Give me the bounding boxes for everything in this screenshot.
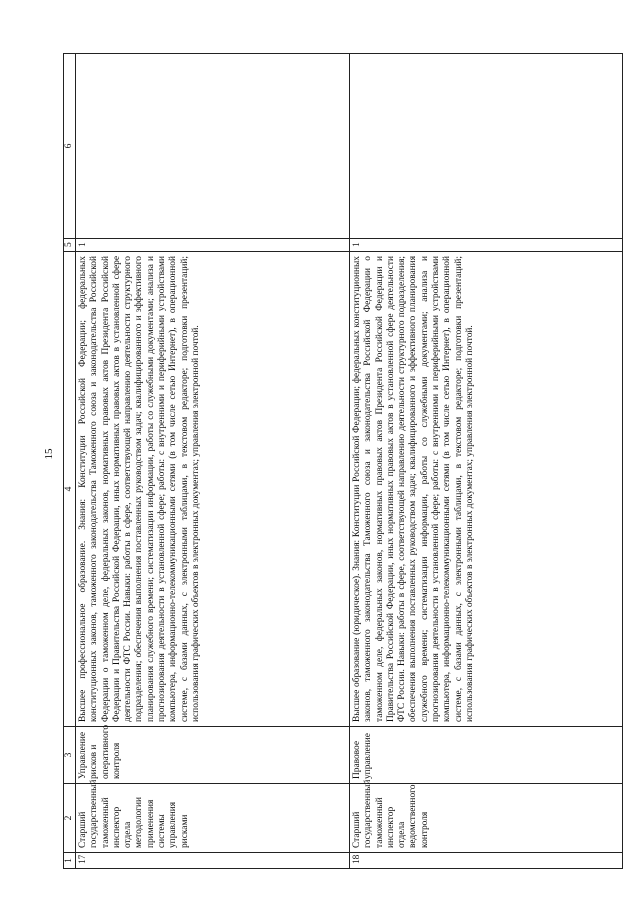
header-col-2: 2 — [64, 784, 76, 853]
header-col-4: 4 — [64, 252, 76, 727]
position-count: 1 — [76, 239, 350, 252]
qualification-requirements: Высшее профессиональное образование. Знания: Конституции Российской Федерации; федеральных конституционных законов, таможенного законодательства Таможенного союза и законодательства Российской Федерации о таможенном деле, федеральных законов, нормативных правовых актов Президента Российской Федерации и Правительства Российской Федерации, иных нормативных правовых актов в установленной сфере деятельности ФТС России. Навыки: работы в сфере, соответствующей направлению деятельности структурного подразделения; обеспечения выполнения поставленных руководством задач; квалифицированного и эффективного планирования служебного времени; систематизации информации, работы со служебными документами; анализа и прогнозирования деятельности в установленной сфере; работы: с внутренними и периферийными устройствами компьютера, информационно-телекоммуникационными сетями (в том числе сетью Интернет), в операционной системе, с базами данных, с электронными таблицами, в текстовом редакторе; подготовки презентаций; использования графических объектов в электронных документах; управления электронной почтой. — [76, 252, 350, 727]
row-number: 17 — [76, 853, 350, 869]
position-title: Старший государственный таможенный инспектор отдела методологии применения системы управления рисками — [76, 784, 350, 853]
header-col-6: 6 — [64, 54, 76, 239]
page-number: 15 — [43, 448, 55, 460]
position-count: 1 — [350, 239, 623, 252]
row-number: 18 — [350, 853, 623, 869]
column-6-cell — [76, 54, 350, 239]
table-row — [350, 54, 623, 869]
table-row — [76, 54, 350, 869]
rotated-table-wrapper — [63, 54, 623, 869]
column-6-cell — [350, 54, 623, 239]
header-col-1: 1 — [64, 853, 76, 869]
department: Правовое управление — [350, 727, 623, 784]
header-row — [64, 54, 76, 869]
header-col-5: 5 — [64, 239, 76, 252]
qualification-requirements: Высшее образование (юридическое). Знания: Конституции Российской Федерации; федеральных конституционных законов, таможенного законодательства Таможенного союза и законодательства Российской Федерации о таможенном деле, федеральных законов, нормативных правовых актов Президента Российской Федерации и Правительства Российской Федерации, иных нормативных правовых актов в установленной сфере деятельности ФТС России. Навыки: работы в сфере, соответствующей направлению деятельности структурного подразделения; обеспечения выполнения поставленных руководством задач; квалифицированного и эффективного планирования служебного времени; систематизации информации, работы со служебными документами; анализа и прогнозирования деятельности в установленной сфере; работы: с внутренними и периферийными устройствами компьютера, информационно-телекоммуникационными сетями (в том числе сетью Интернет), в операционной системе, с базами данных, с электронными таблицами, в текстовом редакторе; подготовки презентаций; использования графических объектов в электронных документах; управления электронной почтой. — [350, 252, 623, 727]
position-title: Старший государственный таможенный инспектор отдела ведомственного контроля — [350, 784, 623, 853]
header-col-3: 3 — [64, 727, 76, 784]
positions-table — [63, 53, 623, 869]
department: Управление рисков и оперативного контроля — [76, 727, 350, 784]
